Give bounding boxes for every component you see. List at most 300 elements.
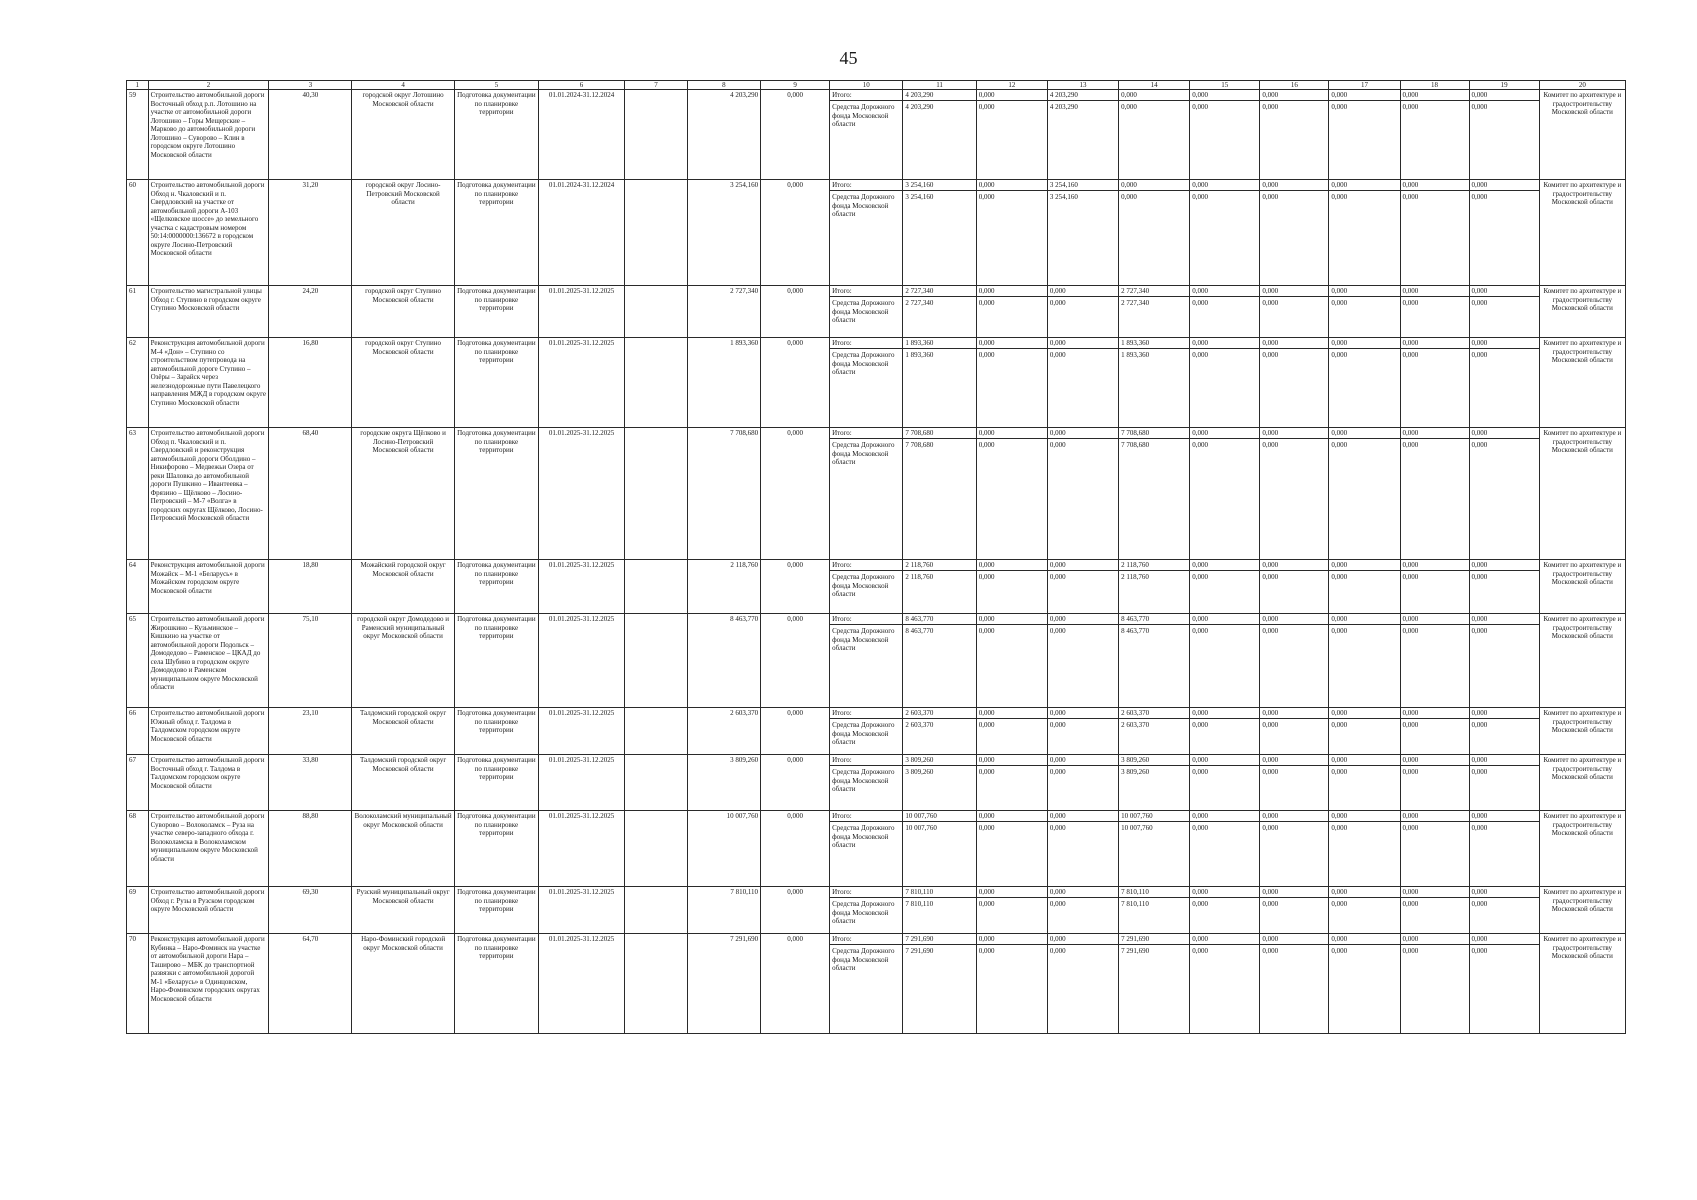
amount-total: 0,000 <box>1470 709 1539 719</box>
amount-column-18 <box>1400 614 1469 708</box>
amount-fund: 3 809,260 <box>1121 768 1150 776</box>
column-9-value: 0,000 <box>761 811 830 887</box>
column-8-value: 2 118,760 <box>687 560 760 614</box>
amount-fund: 0,000 <box>1402 721 1419 729</box>
amount-fund: 0,000 <box>1049 900 1066 908</box>
amount-total: 0,000 <box>1048 935 1118 945</box>
program-table <box>126 80 1626 1034</box>
amount-fund: 0,000 <box>1471 768 1488 776</box>
object-length: 18,80 <box>269 560 352 614</box>
amount-total: 0,000 <box>1119 91 1189 101</box>
column-8-value: 1 893,360 <box>687 338 760 428</box>
amount-fund: 0,000 <box>1049 441 1066 449</box>
amount-column-19 <box>1469 811 1539 887</box>
amount-total: 2 118,760 <box>1119 561 1189 571</box>
object-name: Реконструкция автомобильной дороги Можайск – М-1 «Беларусь» в Можайском городском округе Московской области <box>148 560 269 614</box>
amount-column-12 <box>976 614 1047 708</box>
amount-column-12 <box>976 286 1047 338</box>
object-length: 68,40 <box>269 428 352 560</box>
amount-total: 1 893,360 <box>1119 339 1189 349</box>
amount-fund: 0,000 <box>1331 768 1348 776</box>
amount-column-19 <box>1469 560 1539 614</box>
amount-column-19 <box>1469 755 1539 811</box>
amount-column-11 <box>903 811 976 887</box>
amount-column-19 <box>1469 180 1539 286</box>
amount-total: 0,000 <box>1329 91 1399 101</box>
object-length: 64,70 <box>269 934 352 1034</box>
amount-column-14 <box>1119 708 1190 755</box>
amount-column-11 <box>903 560 976 614</box>
amount-column-15 <box>1190 614 1260 708</box>
amount-fund: 0,000 <box>1262 193 1279 201</box>
amount-column-17 <box>1329 338 1400 428</box>
column-9-value: 0,000 <box>761 708 830 755</box>
column-number-header: 17 <box>1329 81 1400 90</box>
source-fund-label: Средства Дорожного фонда Московской области <box>832 351 895 376</box>
amount-total: 0,000 <box>1260 181 1328 191</box>
funding-source <box>830 934 903 1034</box>
column-9-value: 0,000 <box>761 755 830 811</box>
amount-total: 0,000 <box>1329 429 1399 439</box>
amount-column-13 <box>1047 887 1118 934</box>
amount-column-16 <box>1260 560 1329 614</box>
amount-fund: 0,000 <box>1402 947 1419 955</box>
amount-fund: 0,000 <box>1402 824 1419 832</box>
column-number-header: 13 <box>1047 81 1118 90</box>
object-location: Талдомский городской округ Московской области <box>352 755 454 811</box>
amount-fund: 0,000 <box>978 721 995 729</box>
object-location: городской округ Ступино Московской области <box>352 286 454 338</box>
amount-column-17 <box>1329 811 1400 887</box>
amount-total: 0,000 <box>1470 561 1539 571</box>
amount-column-12 <box>976 934 1047 1034</box>
amount-total: 0,000 <box>977 615 1047 625</box>
amount-fund: 0,000 <box>1331 351 1348 359</box>
amount-fund: 0,000 <box>1049 768 1066 776</box>
table-row <box>127 811 1626 887</box>
amount-column-18 <box>1400 887 1469 934</box>
amount-column-13 <box>1047 428 1118 560</box>
object-name: Строительство магистральной улицы Обход г. Ступино в городском округе Ступино Московской области <box>148 286 269 338</box>
amount-total: 0,000 <box>1260 756 1328 766</box>
amount-fund: 0,000 <box>1471 299 1488 307</box>
amount-column-14 <box>1119 560 1190 614</box>
amount-fund: 0,000 <box>978 351 995 359</box>
amount-total: 0,000 <box>977 888 1047 898</box>
amount-column-16 <box>1260 811 1329 887</box>
table-row <box>127 90 1626 180</box>
amount-fund: 0,000 <box>1331 299 1348 307</box>
work-period: 01.01.2025-31.12.2025 <box>538 286 624 338</box>
amount-column-15 <box>1190 428 1260 560</box>
table-row <box>127 934 1626 1034</box>
amount-fund: 0,000 <box>1471 441 1488 449</box>
amount-fund: 3 809,260 <box>905 768 934 776</box>
funding-source <box>830 755 903 811</box>
amount-total: 0,000 <box>1190 709 1259 719</box>
column-number-header: 10 <box>830 81 903 90</box>
amount-total: 0,000 <box>1260 91 1328 101</box>
column-7-value <box>625 180 688 286</box>
amount-total: 0,000 <box>1329 615 1399 625</box>
amount-column-14 <box>1119 811 1190 887</box>
column-8-value: 2 603,370 <box>687 708 760 755</box>
amount-total: 0,000 <box>1190 812 1259 822</box>
amount-column-17 <box>1329 887 1400 934</box>
amount-fund: 0,000 <box>1331 947 1348 955</box>
row-number: 65 <box>127 614 149 708</box>
source-total-label: Итого: <box>830 339 902 349</box>
table-row <box>127 180 1626 286</box>
amount-total: 10 007,760 <box>903 812 975 822</box>
amount-fund: 7 810,110 <box>1121 900 1149 908</box>
amount-column-11 <box>903 338 976 428</box>
amount-fund: 0,000 <box>978 947 995 955</box>
amount-column-18 <box>1400 180 1469 286</box>
object-name: Строительство автомобильной дороги Обход г. Рузы в Рузском городском округе Московской области <box>148 887 269 934</box>
amount-fund: 8 463,770 <box>905 627 934 635</box>
amount-fund: 0,000 <box>1471 721 1488 729</box>
column-number-header: 16 <box>1260 81 1329 90</box>
amount-total: 4 203,290 <box>1048 91 1118 101</box>
amount-total: 0,000 <box>1401 709 1469 719</box>
row-number: 63 <box>127 428 149 560</box>
funding-source <box>830 286 903 338</box>
amount-total: 0,000 <box>1048 561 1118 571</box>
work-period: 01.01.2025-31.12.2025 <box>538 934 624 1034</box>
column-7-value <box>625 887 688 934</box>
amount-column-13 <box>1047 755 1118 811</box>
column-8-value: 10 007,760 <box>687 811 760 887</box>
object-name: Строительство автомобильной дороги Восточный обход р.п. Лотошино на участке от автомобильной дороги Лотошино – Горы Мещерские – Марково до автомобильной дороги Лотошино – Суворово – Клин в городском округе Лотошино Московской области <box>148 90 269 180</box>
table-row <box>127 755 1626 811</box>
amount-total: 0,000 <box>977 812 1047 822</box>
amount-column-12 <box>976 811 1047 887</box>
amount-fund: 0,000 <box>978 441 995 449</box>
amount-column-11 <box>903 90 976 180</box>
amount-fund: 8 463,770 <box>1121 627 1150 635</box>
amount-fund: 0,000 <box>1331 627 1348 635</box>
column-9-value: 0,000 <box>761 286 830 338</box>
work-type: Подготовка документации по планировке территории <box>454 428 538 560</box>
customer: Комитет по архитектуре и градостроительству Московской области <box>1539 180 1625 286</box>
amount-total: 0,000 <box>1401 181 1469 191</box>
row-number: 62 <box>127 338 149 428</box>
customer: Комитет по архитектуре и градостроительству Московской области <box>1539 560 1625 614</box>
amount-total: 0,000 <box>1329 756 1399 766</box>
amount-column-11 <box>903 887 976 934</box>
column-7-value <box>625 338 688 428</box>
amount-total: 0,000 <box>1048 615 1118 625</box>
amount-column-17 <box>1329 180 1400 286</box>
amount-total: 0,000 <box>1048 429 1118 439</box>
amount-fund: 0,000 <box>1402 351 1419 359</box>
amount-fund: 0,000 <box>1121 103 1137 111</box>
amount-fund: 0,000 <box>1471 947 1488 955</box>
column-7-value <box>625 755 688 811</box>
column-9-value: 0,000 <box>761 560 830 614</box>
amount-total: 0,000 <box>977 287 1047 297</box>
amount-total: 0,000 <box>1190 756 1259 766</box>
amount-fund: 0,000 <box>1192 947 1208 955</box>
amount-fund: 2 118,760 <box>1121 573 1149 581</box>
amount-fund: 0,000 <box>1049 947 1066 955</box>
column-9-value: 0,000 <box>761 887 830 934</box>
amount-fund: 0,000 <box>1192 103 1208 111</box>
amount-total: 0,000 <box>1190 888 1259 898</box>
amount-fund: 0,000 <box>1262 351 1279 359</box>
work-period: 01.01.2024-31.12.2024 <box>538 180 624 286</box>
amount-total: 0,000 <box>1470 339 1539 349</box>
amount-fund: 0,000 <box>1471 103 1488 111</box>
row-number: 68 <box>127 811 149 887</box>
object-length: 24,20 <box>269 286 352 338</box>
amount-column-13 <box>1047 614 1118 708</box>
amount-total: 0,000 <box>1401 812 1469 822</box>
customer: Комитет по архитектуре и градостроительству Московской области <box>1539 934 1625 1034</box>
amount-column-11 <box>903 428 976 560</box>
amount-total: 0,000 <box>1048 812 1118 822</box>
amount-column-12 <box>976 180 1047 286</box>
amount-fund: 0,000 <box>1192 824 1208 832</box>
object-length: 33,80 <box>269 755 352 811</box>
amount-column-16 <box>1260 180 1329 286</box>
amount-column-12 <box>976 338 1047 428</box>
amount-total: 10 007,760 <box>1119 812 1189 822</box>
amount-column-14 <box>1119 887 1190 934</box>
object-location: городской округ Лотошино Московской области <box>352 90 454 180</box>
amount-fund: 0,000 <box>1331 193 1348 201</box>
amount-column-13 <box>1047 338 1118 428</box>
amount-total: 0,000 <box>1329 812 1399 822</box>
column-number-header: 12 <box>976 81 1047 90</box>
amount-total: 8 463,770 <box>1119 615 1189 625</box>
source-total-label: Итого: <box>830 429 902 439</box>
source-total-label: Итого: <box>830 287 902 297</box>
table-row <box>127 560 1626 614</box>
amount-total: 7 291,690 <box>903 935 975 945</box>
amount-fund: 0,000 <box>1402 768 1419 776</box>
amount-column-12 <box>976 887 1047 934</box>
amount-fund: 0,000 <box>1402 573 1419 581</box>
amount-column-19 <box>1469 286 1539 338</box>
amount-fund: 0,000 <box>978 103 995 111</box>
amount-total: 0,000 <box>1401 888 1469 898</box>
amount-column-15 <box>1190 887 1260 934</box>
object-name: Строительство автомобильной дороги Жирошкино – Кузьминское – Кишкино на участке от автомобильной дороги Подольск – Домодедово – Раменское – ЦКАД до села Шубино в городском округе Домодедово и Раменском муниципальном округе Московской области <box>148 614 269 708</box>
amount-fund: 0,000 <box>1262 441 1279 449</box>
amount-total: 2 727,340 <box>1119 287 1189 297</box>
amount-column-13 <box>1047 180 1118 286</box>
work-type: Подготовка документации по планировке территории <box>454 560 538 614</box>
amount-fund: 0,000 <box>1471 627 1488 635</box>
amount-total: 0,000 <box>1401 91 1469 101</box>
source-fund-label: Средства Дорожного фонда Московской области <box>832 627 895 652</box>
table-row <box>127 428 1626 560</box>
work-type: Подготовка документации по планировке территории <box>454 180 538 286</box>
amount-column-19 <box>1469 934 1539 1034</box>
amount-total: 7 291,690 <box>1119 935 1189 945</box>
amount-fund: 1 893,360 <box>905 351 934 359</box>
object-length: 23,10 <box>269 708 352 755</box>
amount-column-18 <box>1400 338 1469 428</box>
amount-total: 0,000 <box>1470 615 1539 625</box>
object-name: Строительство автомобильной дороги Обход п. Чкаловский и п. Свердловский и реконструкция автомобильной дороги Оболдино – Никифорово – Медвежьи Озера от реки Шаловка до автомобильной дороги Пушкино – Ивантеевка – Фрязино – Щёлково – Лосино-Петровский – М-7 «Волга» в городских округах Щёлково, Лосино-Петровский Московской области <box>148 428 269 560</box>
source-total-label: Итого: <box>830 888 902 898</box>
amount-fund: 0,000 <box>1402 103 1419 111</box>
amount-total: 0,000 <box>1260 888 1328 898</box>
amount-fund: 0,000 <box>1331 824 1348 832</box>
column-8-value: 8 463,770 <box>687 614 760 708</box>
funding-source <box>830 614 903 708</box>
amount-fund: 4 203,290 <box>905 103 934 111</box>
amount-column-16 <box>1260 614 1329 708</box>
amount-total: 0,000 <box>1470 812 1539 822</box>
work-period: 01.01.2025-31.12.2025 <box>538 338 624 428</box>
object-length: 40,30 <box>269 90 352 180</box>
column-number-header: 1 <box>127 81 149 90</box>
amount-total: 0,000 <box>977 181 1047 191</box>
amount-fund: 0,000 <box>1192 627 1208 635</box>
amount-total: 0,000 <box>1190 91 1259 101</box>
amount-column-15 <box>1190 180 1260 286</box>
amount-total: 0,000 <box>1048 888 1118 898</box>
customer: Комитет по архитектуре и градостроительству Московской области <box>1539 708 1625 755</box>
amount-total: 0,000 <box>1329 561 1399 571</box>
amount-fund: 0,000 <box>1262 721 1279 729</box>
column-9-value: 0,000 <box>761 338 830 428</box>
source-total-label: Итого: <box>830 709 902 719</box>
object-length: 88,80 <box>269 811 352 887</box>
amount-total: 0,000 <box>1190 287 1259 297</box>
column-9-value: 0,000 <box>761 180 830 286</box>
amount-column-19 <box>1469 428 1539 560</box>
amount-total: 2 603,370 <box>903 709 975 719</box>
work-period: 01.01.2025-31.12.2025 <box>538 614 624 708</box>
amount-fund: 0,000 <box>1262 103 1279 111</box>
amount-total: 0,000 <box>977 935 1047 945</box>
amount-fund: 0,000 <box>1471 900 1488 908</box>
object-length: 69,30 <box>269 887 352 934</box>
column-8-value: 7 810,110 <box>687 887 760 934</box>
amount-column-15 <box>1190 286 1260 338</box>
work-type: Подготовка документации по планировке территории <box>454 887 538 934</box>
amount-total: 0,000 <box>1190 339 1259 349</box>
funding-source <box>830 708 903 755</box>
column-number-header: 4 <box>352 81 454 90</box>
amount-fund: 10 007,760 <box>905 824 937 832</box>
amount-total: 0,000 <box>977 756 1047 766</box>
amount-fund: 0,000 <box>1331 573 1348 581</box>
amount-fund: 0,000 <box>1402 299 1419 307</box>
amount-total: 0,000 <box>1048 287 1118 297</box>
source-total-label: Итого: <box>830 91 902 101</box>
amount-total: 0,000 <box>977 91 1047 101</box>
column-number-header: 14 <box>1119 81 1190 90</box>
amount-total: 0,000 <box>1470 429 1539 439</box>
amount-total: 0,000 <box>977 429 1047 439</box>
amount-total: 0,000 <box>977 561 1047 571</box>
amount-total: 8 463,770 <box>903 615 975 625</box>
customer: Комитет по архитектуре и градостроительству Московской области <box>1539 614 1625 708</box>
amount-fund: 0,000 <box>1262 573 1279 581</box>
column-7-value <box>625 614 688 708</box>
amount-column-17 <box>1329 614 1400 708</box>
column-number-header: 9 <box>761 81 830 90</box>
row-number: 59 <box>127 90 149 180</box>
amount-fund: 0,000 <box>1262 768 1279 776</box>
amount-total: 0,000 <box>1470 287 1539 297</box>
column-8-value: 4 203,290 <box>687 90 760 180</box>
amount-column-16 <box>1260 887 1329 934</box>
amount-total: 0,000 <box>1190 429 1259 439</box>
amount-fund: 0,000 <box>1049 351 1066 359</box>
amount-total: 0,000 <box>1470 181 1539 191</box>
amount-fund: 10 007,760 <box>1121 824 1153 832</box>
column-9-value: 0,000 <box>761 90 830 180</box>
amount-total: 2 118,760 <box>903 561 975 571</box>
column-number-header: 19 <box>1469 81 1539 90</box>
amount-column-12 <box>976 428 1047 560</box>
row-number: 61 <box>127 286 149 338</box>
amount-fund: 0,000 <box>1402 900 1419 908</box>
amount-total: 0,000 <box>1260 812 1328 822</box>
funding-source <box>830 428 903 560</box>
amount-total: 0,000 <box>1048 339 1118 349</box>
table-row <box>127 887 1626 934</box>
amount-fund: 0,000 <box>1049 824 1066 832</box>
amount-total: 0,000 <box>1401 615 1469 625</box>
amount-fund: 0,000 <box>978 824 995 832</box>
column-9-value: 0,000 <box>761 428 830 560</box>
amount-column-14 <box>1119 90 1190 180</box>
amount-column-17 <box>1329 90 1400 180</box>
amount-column-12 <box>976 755 1047 811</box>
amount-total: 0,000 <box>1119 181 1189 191</box>
amount-column-19 <box>1469 338 1539 428</box>
source-total-label: Итого: <box>830 812 902 822</box>
amount-fund: 7 810,110 <box>905 900 934 908</box>
source-fund-label: Средства Дорожного фонда Московской области <box>832 768 895 793</box>
table-row <box>127 286 1626 338</box>
source-fund-label: Средства Дорожного фонда Московской области <box>832 947 895 972</box>
amount-fund: 7 708,680 <box>1121 441 1150 449</box>
row-number: 67 <box>127 755 149 811</box>
table-row <box>127 708 1626 755</box>
amount-fund: 0,000 <box>1049 299 1066 307</box>
amount-column-16 <box>1260 428 1329 560</box>
amount-fund: 0,000 <box>978 573 995 581</box>
amount-column-18 <box>1400 428 1469 560</box>
amount-fund: 2 603,370 <box>905 721 934 729</box>
work-type: Подготовка документации по планировке территории <box>454 338 538 428</box>
work-type: Подготовка документации по планировке территории <box>454 811 538 887</box>
amount-total: 0,000 <box>1260 561 1328 571</box>
amount-total: 1 893,360 <box>903 339 975 349</box>
amount-total: 0,000 <box>1401 756 1469 766</box>
amount-column-16 <box>1260 934 1329 1034</box>
column-9-value: 0,000 <box>761 934 830 1034</box>
column-7-value <box>625 428 688 560</box>
amount-column-17 <box>1329 286 1400 338</box>
amount-fund: 0,000 <box>1192 573 1208 581</box>
amount-total: 0,000 <box>1470 756 1539 766</box>
amount-column-19 <box>1469 614 1539 708</box>
object-location: Талдомский городской округ Московской области <box>352 708 454 755</box>
source-fund-label: Средства Дорожного фонда Московской области <box>832 573 895 598</box>
amount-total: 3 809,260 <box>1119 756 1189 766</box>
object-name: Строительство автомобильной дороги Южный обход г. Талдома в Талдомском городском округе Московской области <box>148 708 269 755</box>
